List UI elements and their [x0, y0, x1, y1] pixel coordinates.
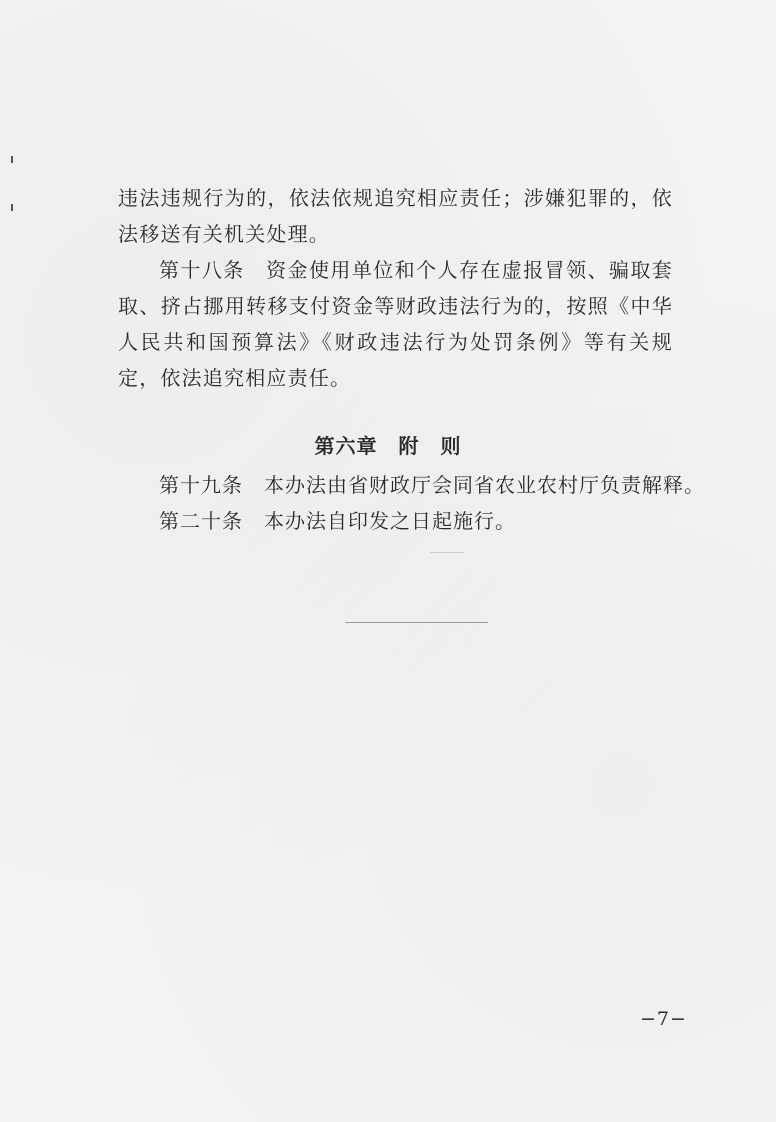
article-20: 第二十条 本办法自印发之日起施行。: [159, 509, 516, 533]
end-divider-line: [345, 622, 488, 623]
article-18: 第十八条 资金使用单位和个人存在虚报冒领、骗取套取、挤占挪用转移支付资金等财政违法行为的，按照《中华人民共和国预算法》《财政违法行为处罚条例》等有关规定，依法追究相应责任。: [118, 258, 673, 390]
page-number: −7−: [640, 1008, 687, 1030]
article-19: 第十九条 本办法由省财政厅会同省农业农村厅负责解释。: [159, 473, 705, 497]
margin-mark: [11, 156, 13, 163]
chapter-6-title: 第六章 附 则: [314, 434, 462, 458]
margin-mark: [11, 204, 13, 211]
article-17-continuation: 违法违规行为的，依法依规追究相应责任；涉嫌犯罪的，依法移送有关机关处理。: [118, 186, 673, 246]
faint-divider: [430, 552, 464, 553]
